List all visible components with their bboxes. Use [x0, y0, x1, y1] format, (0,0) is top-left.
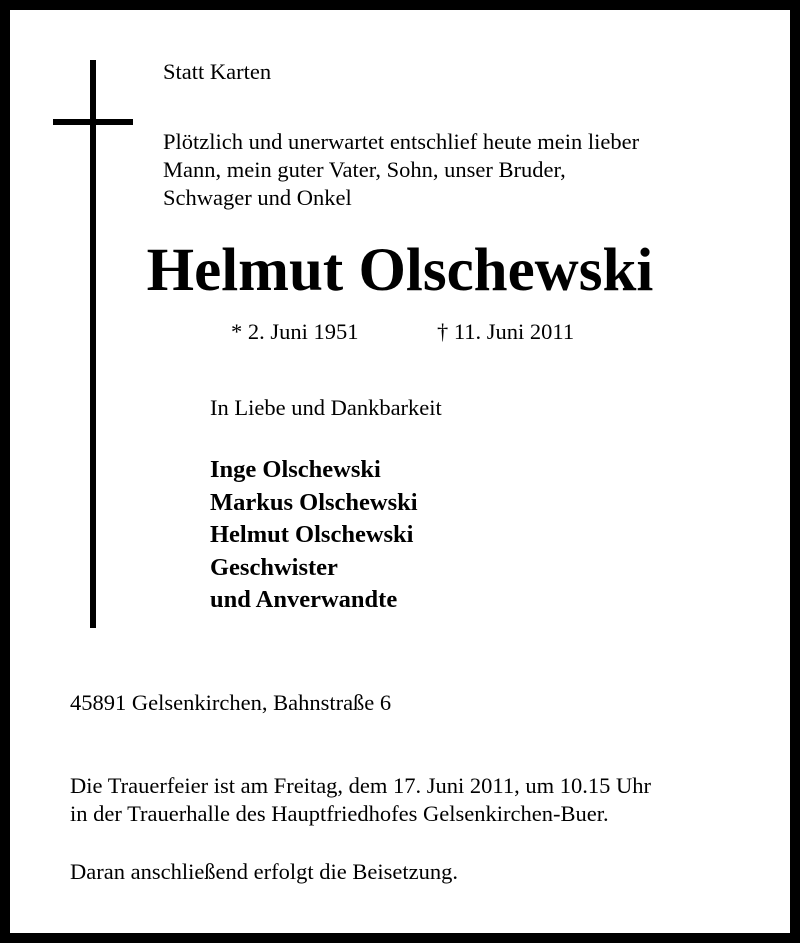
intro-line: Mann, mein guter Vater, Sohn, unser Bruder,: [163, 157, 566, 182]
deceased-name: Helmut Olschewski: [146, 237, 654, 304]
cross-icon-bar: [53, 119, 133, 125]
birth-date: * 2. Juni 1951: [231, 319, 359, 344]
mourner-name: Markus Olschewski: [210, 488, 418, 516]
death-date: † 11. Juni 2011: [437, 319, 575, 344]
ceremony-line: Die Trauerfeier ist am Freitag, dem 17. Juni 2011, um 10.15 Uhr: [70, 773, 651, 798]
header-text: Statt Karten: [163, 59, 272, 84]
closing-text: In Liebe und Dankbarkeit: [210, 395, 442, 420]
address-text: 45891 Gelsenkirchen, Bahnstraße 6: [70, 690, 392, 715]
mourner-name: Geschwister: [210, 553, 338, 581]
mourner-name: Inge Olschewski: [210, 456, 381, 483]
ceremony-text: [70, 772, 651, 828]
mourner-name: Helmut Olschewski: [210, 521, 414, 548]
mourner-name: und Anverwandte: [210, 586, 398, 613]
intro-line: Plötzlich und unerwartet entschlief heute mein lieber: [163, 129, 640, 154]
burial-text: Daran anschließend erfolgt die Beisetzung.: [70, 859, 458, 884]
mourners-list: [210, 454, 418, 617]
ceremony-line: in der Trauerhalle des Hauptfriedhofes Gelsenkirchen-Buer.: [70, 801, 609, 826]
cross-icon: [90, 60, 96, 628]
intro-text: [163, 128, 639, 212]
intro-line: Schwager und Onkel: [163, 185, 352, 210]
